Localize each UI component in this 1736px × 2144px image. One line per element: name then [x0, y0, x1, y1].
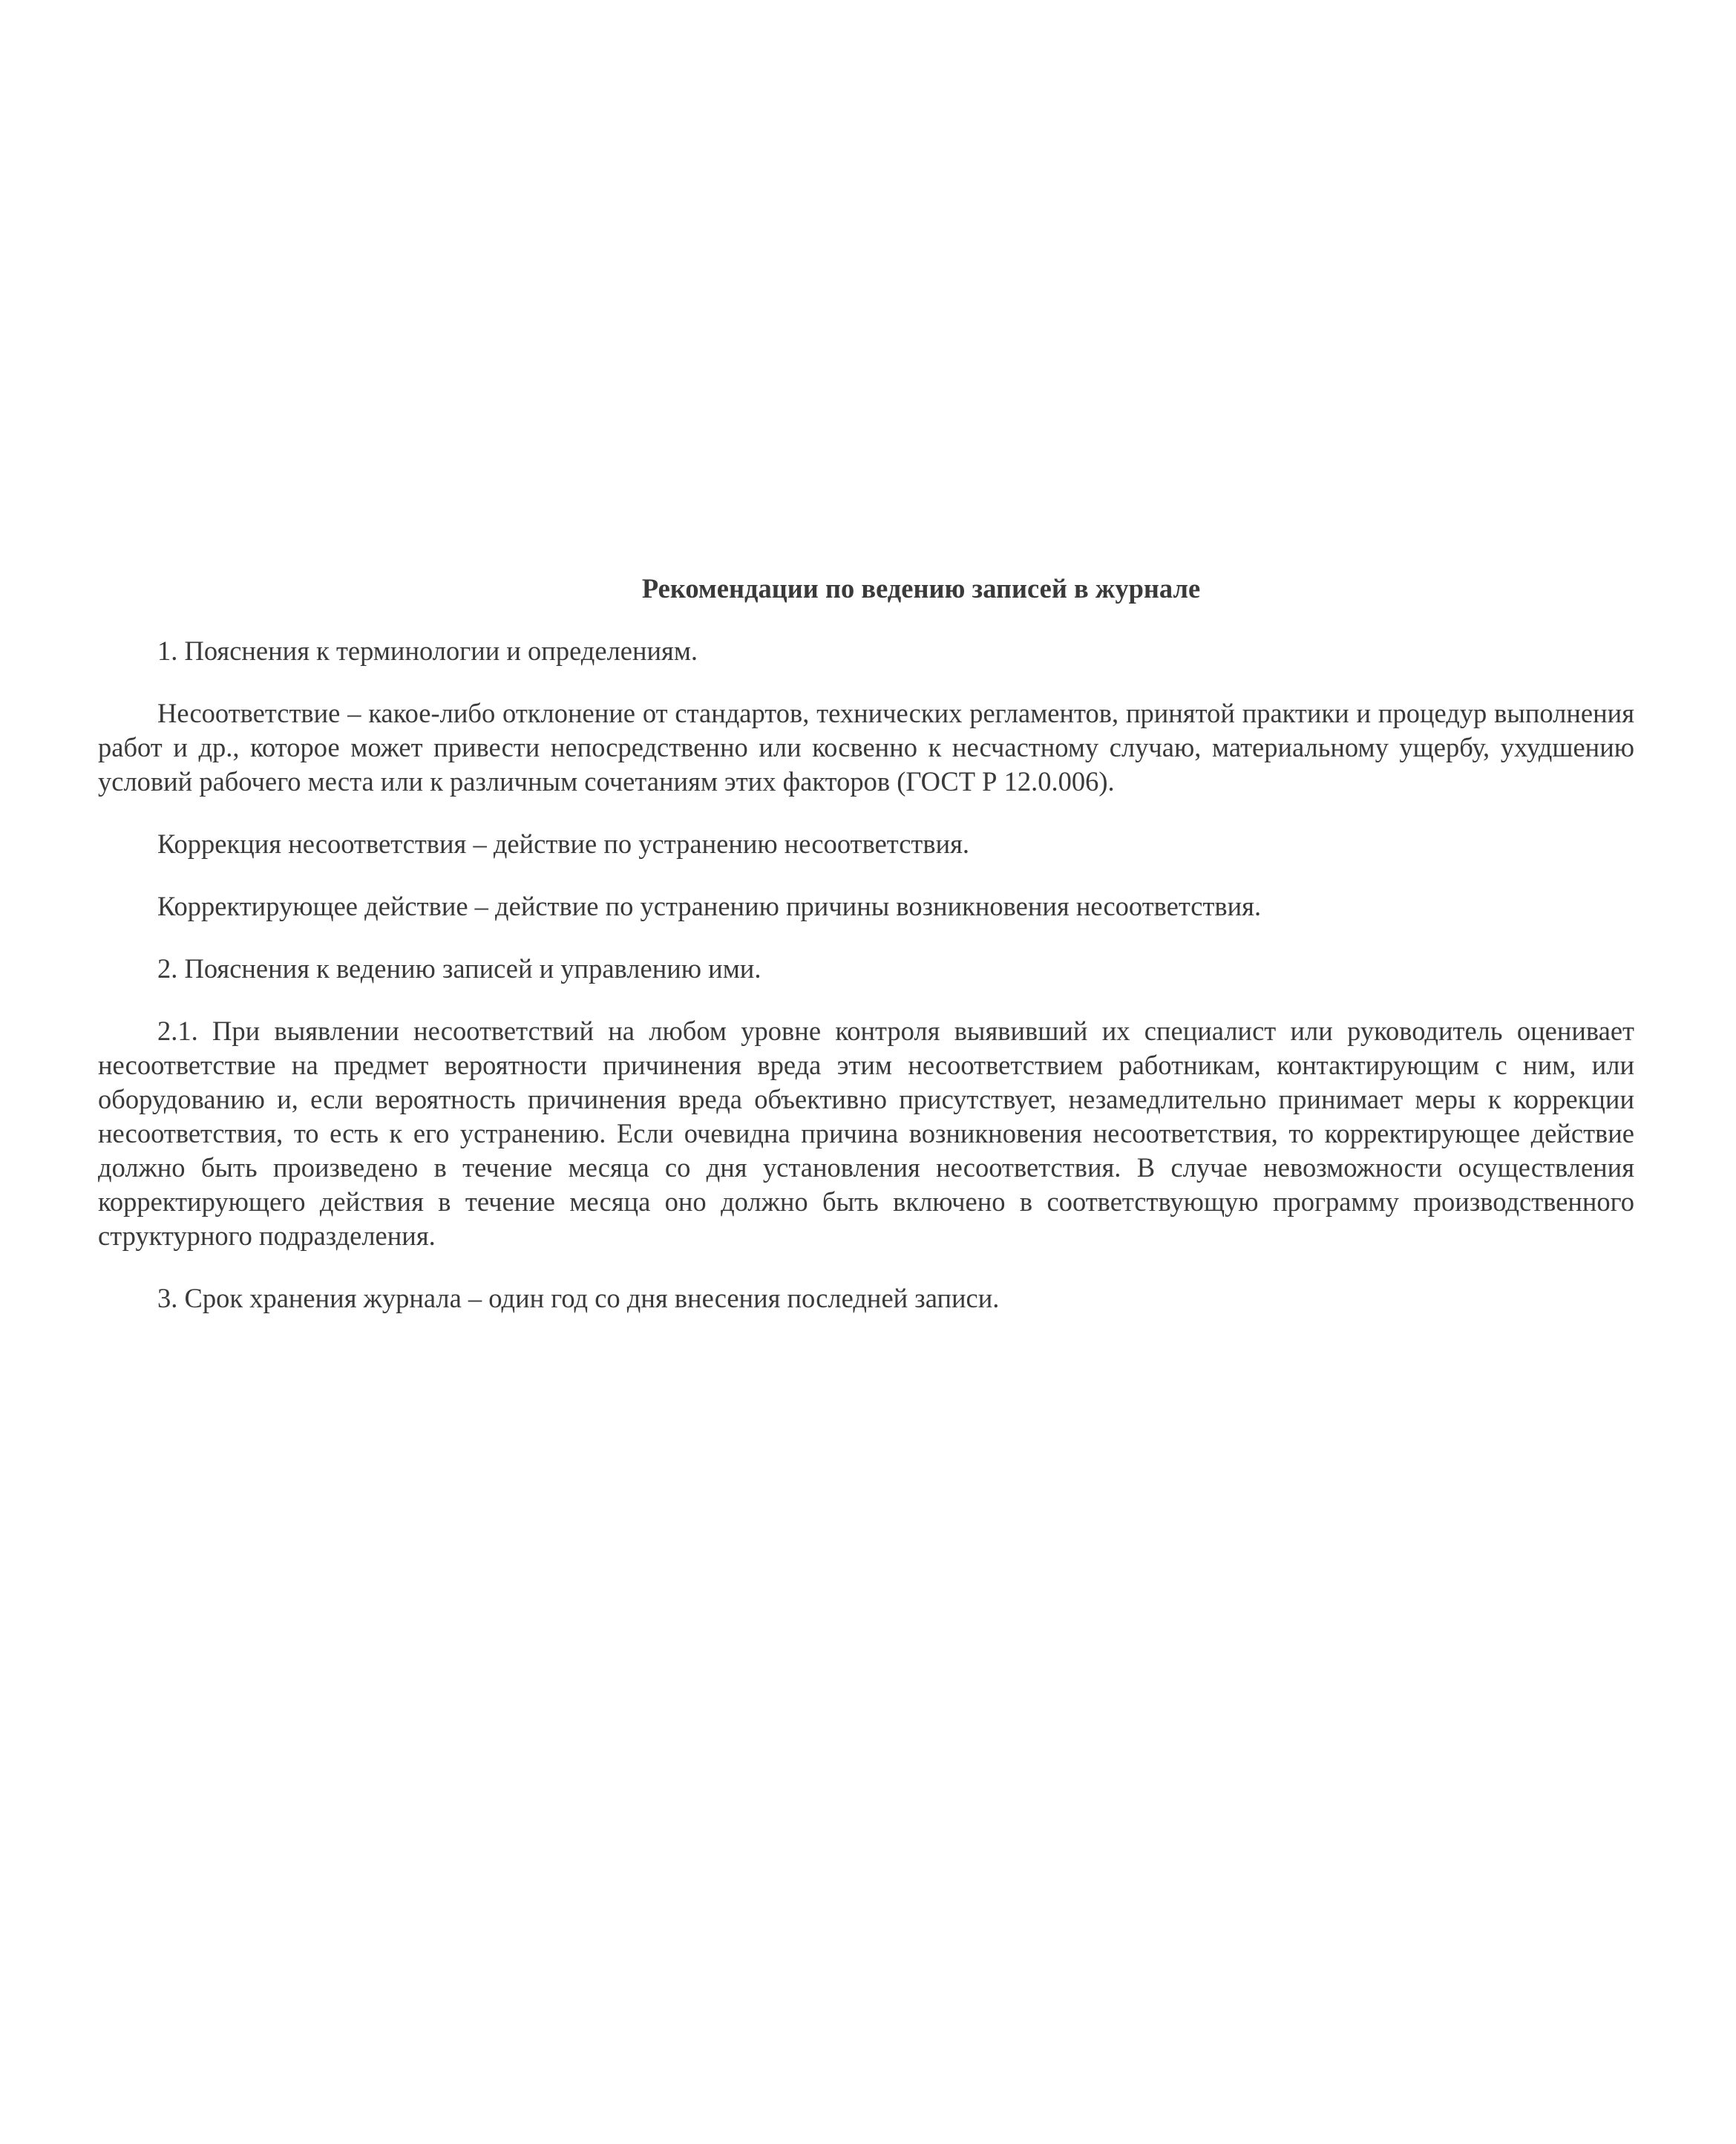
definition-nonconformity: Несоответствие – какое-либо отклонение от стандартов, технических регламентов, принятой практики и процедур выполнения работ и др., которое может привести непосредственно или косвенно к несчастному случаю, материальному ущербу, ухудшению условий рабочего места или к различным сочетаниям этих факторов (ГОСТ Р 12.0.006). — [98, 698, 1634, 797]
section-2-heading: 2. Пояснения к ведению записей и управлению ими. — [157, 953, 761, 984]
section-3-text: 3. Срок хранения журнала – один год со дня внесения последней записи. — [157, 1283, 1000, 1313]
section-2-1-text: 2.1. При выявлении несоответствий на любом уровне контроля выявивший их специалист или руководитель оценивает несоответствие на предмет вероятности причинения вреда этим несоответствием работникам, контактирующим с ним, или оборудованию и, если вероятность причинения вреда объективно присутствует, незамедлительно принимает меры к коррекции несоответствия, то есть к его устранению. Если очевидна причина возникновения несоответствия, то корректирующее действие должно быть произведено в течение месяца со дня установления несоответствия. В случае невозможности осуществления корректирующего действия в течение месяца оно должно быть включено в соответствующую программу производственного структурного подразделения. — [98, 1016, 1634, 1251]
document-title: Рекомендации по ведению записей в журнале — [641, 573, 1201, 604]
definition-correction: Коррекция несоответствия – действие по устранению несоответствия. — [157, 828, 970, 859]
definition-corrective-action: Корректирующее действие – действие по устранению причины возникновения несоответствия. — [157, 891, 1262, 921]
document-content — [98, 572, 1634, 1316]
section-1-heading: 1. Пояснения к терминологии и определениям. — [157, 635, 698, 666]
